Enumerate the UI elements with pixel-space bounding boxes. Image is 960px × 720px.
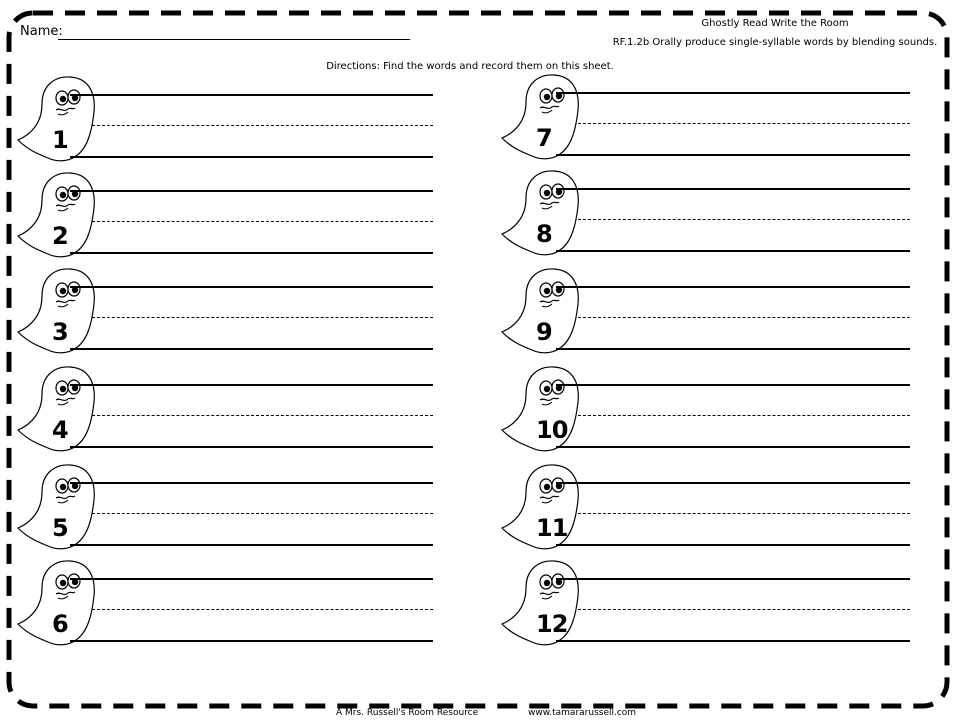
top-write-line[interactable] (556, 286, 910, 288)
top-write-line[interactable] (70, 578, 433, 580)
mid-guide-line[interactable] (578, 513, 910, 514)
entry-number: 6 (52, 610, 68, 638)
entry-number: 10 (536, 416, 568, 444)
base-write-line[interactable] (556, 446, 910, 448)
entry-number: 9 (536, 318, 552, 346)
entry-number: 12 (536, 610, 568, 638)
mid-guide-line[interactable] (92, 415, 433, 416)
mid-guide-line[interactable] (578, 609, 910, 610)
base-write-line[interactable] (556, 640, 910, 642)
entry-number: 5 (52, 514, 68, 542)
top-write-line[interactable] (556, 482, 910, 484)
base-write-line[interactable] (70, 640, 433, 642)
entry-number: 8 (536, 220, 552, 248)
name-write-line[interactable] (58, 39, 410, 40)
entry-number: 7 (536, 124, 552, 152)
mid-guide-line[interactable] (92, 609, 433, 610)
top-write-line[interactable] (556, 188, 910, 190)
entry-number: 2 (52, 222, 68, 250)
entry-number: 3 (52, 318, 68, 346)
base-write-line[interactable] (556, 250, 910, 252)
top-write-line[interactable] (70, 384, 433, 386)
mid-guide-line[interactable] (92, 317, 433, 318)
base-write-line[interactable] (70, 348, 433, 350)
mid-guide-line[interactable] (578, 123, 910, 124)
mid-guide-line[interactable] (578, 317, 910, 318)
mid-guide-line[interactable] (578, 219, 910, 220)
name-label: Name: (20, 24, 63, 39)
base-write-line[interactable] (556, 348, 910, 350)
top-write-line[interactable] (70, 94, 433, 96)
footer-credit: A Mrs. Russell's Room Resource (336, 708, 479, 718)
standard-text: RF.1.2b Orally produce single-syllable words by blending sounds. (612, 37, 938, 48)
base-write-line[interactable] (556, 154, 910, 156)
mid-guide-line[interactable] (578, 415, 910, 416)
footer-website: www.tamararussell.com (528, 708, 637, 718)
entry-number: 1 (52, 126, 68, 154)
mid-guide-line[interactable] (92, 125, 433, 126)
directions-text: Directions: Find the words and record them on this sheet. (326, 61, 614, 72)
base-write-line[interactable] (70, 544, 433, 546)
top-write-line[interactable] (70, 482, 433, 484)
top-write-line[interactable] (556, 384, 910, 386)
top-write-line[interactable] (556, 578, 910, 580)
base-write-line[interactable] (556, 544, 910, 546)
mid-guide-line[interactable] (92, 221, 433, 222)
top-write-line[interactable] (556, 92, 910, 94)
top-write-line[interactable] (70, 286, 433, 288)
entry-number: 11 (536, 514, 568, 542)
mid-guide-line[interactable] (92, 513, 433, 514)
entry-number: 4 (52, 416, 68, 444)
base-write-line[interactable] (70, 446, 433, 448)
base-write-line[interactable] (70, 252, 433, 254)
worksheet-title: Ghostly Read Write the Room (701, 18, 849, 29)
top-write-line[interactable] (70, 190, 433, 192)
base-write-line[interactable] (70, 156, 433, 158)
